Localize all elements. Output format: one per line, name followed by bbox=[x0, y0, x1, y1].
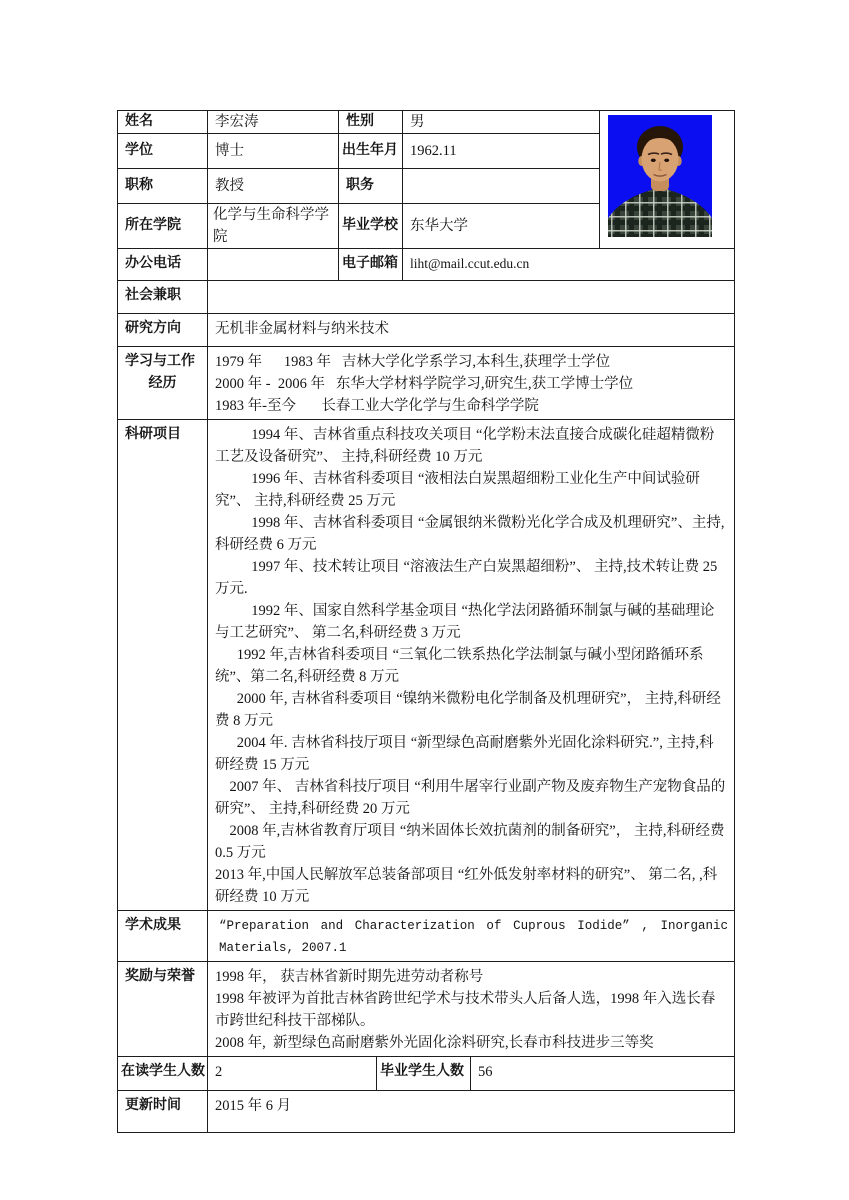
name-value: 李宏涛 bbox=[208, 111, 339, 134]
grad-school-value: 东华大学 bbox=[403, 204, 600, 249]
experience-label bbox=[118, 347, 208, 420]
research-direction-label: 研究方向 bbox=[118, 314, 208, 347]
photo-cell bbox=[600, 111, 735, 249]
research-direction-value: 无机非金属材料与纳米技术 bbox=[208, 314, 735, 347]
experience-value bbox=[208, 347, 735, 420]
row-research-direction bbox=[118, 314, 735, 347]
experience-label-line1: 学习与工作 bbox=[125, 354, 195, 369]
current-students-value: 2 bbox=[208, 1057, 377, 1091]
birth-label: 出生年月 bbox=[339, 134, 403, 169]
current-students-label: 在读学生人数 bbox=[118, 1057, 208, 1091]
award-line: 2008 年, 新型绿色高耐磨紫外光固化涂料研究,长春市科技进步三等奖 bbox=[215, 1035, 654, 1051]
row-students bbox=[118, 1057, 735, 1091]
project-item: 1996 年、吉林省科委项目 “液相法白炭黑超细粉工业化生产中间试验研究”、 主持,科研经费 25 万元 bbox=[215, 471, 700, 509]
college-label: 所在学院 bbox=[118, 204, 208, 249]
grad-school-label: 毕业学校 bbox=[339, 204, 403, 249]
project-item: 1998 年、吉林省科委项目 “金属银纳米微粉光化学合成及机理研究”、主持,科研经费 6 万元 bbox=[215, 515, 725, 553]
project-item: 2000 年, 吉林省科委项目 “镍纳米微粉电化学制备及机理研究”， 主持,科研经费 8 万元 bbox=[215, 691, 721, 729]
row-awards bbox=[118, 962, 735, 1057]
title-label: 职称 bbox=[118, 169, 208, 204]
birth-value: 1962.11 bbox=[403, 134, 600, 169]
experience-line: 2000 年 - 2006 年 东华大学材料学院学习,研究生,获工学博士学位 bbox=[215, 376, 634, 392]
award-line: 1998 年， 获吉林省新时期先进劳动者称号 bbox=[215, 969, 484, 985]
profile-photo bbox=[608, 115, 712, 237]
gender-value: 男 bbox=[403, 111, 600, 134]
social-label: 社会兼职 bbox=[118, 281, 208, 314]
project-item: 1994 年、吉林省重点科技攻关项目 “化学粉末法直接合成碳化硅超精微粉工艺及设备研究”、 主持,科研经费 10 万元 bbox=[215, 427, 715, 465]
email-value: liht@mail.ccut.edu.cn bbox=[403, 249, 735, 281]
experience-line: 1983 年-至今 长春工业大学化学与生命科学学院 bbox=[215, 398, 539, 414]
row-social bbox=[118, 281, 735, 314]
row-update-time bbox=[118, 1091, 735, 1133]
achievements-value: “Preparation and Characterization of Cuprous Iodide” , Inorganic Materials, 2007.1 bbox=[208, 911, 735, 962]
row-name bbox=[118, 111, 735, 134]
awards-value bbox=[208, 962, 735, 1057]
graduated-students-value: 56 bbox=[471, 1057, 735, 1091]
office-phone-value bbox=[208, 249, 339, 281]
row-projects bbox=[118, 420, 735, 911]
projects-label: 科研项目 bbox=[118, 420, 208, 911]
project-item: 1992 年,吉林省科委项目 “三氧化二铁系热化学法制氯与碱小型闭路循环系统”、第二名,科研经费 8 万元 bbox=[215, 647, 704, 685]
project-item: 2007 年、 吉林省科技厅项目 “利用牛屠宰行业副产物及废弃物生产宠物食品的研究”、 主持,科研经费 20 万元 bbox=[215, 779, 726, 817]
graduated-students-label: 毕业学生人数 bbox=[377, 1057, 471, 1091]
degree-label: 学位 bbox=[118, 134, 208, 169]
row-experience bbox=[118, 347, 735, 420]
email-label: 电子邮箱 bbox=[339, 249, 403, 281]
duty-value bbox=[403, 169, 600, 204]
update-time-value: 2015 年 6 月 bbox=[208, 1091, 735, 1133]
duty-label: 职务 bbox=[339, 169, 403, 204]
experience-label-line2: 经历 bbox=[148, 376, 177, 391]
achievements-label: 学术成果 bbox=[118, 911, 208, 962]
update-time-label: 更新时间 bbox=[118, 1091, 208, 1133]
awards-label: 奖励与荣誉 bbox=[118, 962, 208, 1057]
social-value bbox=[208, 281, 735, 314]
project-item: 2004 年. 吉林省科技厅项目 “新型绿色高耐磨紫外光固化涂料研究.”, 主持,科研经费 15 万元 bbox=[215, 735, 714, 773]
faculty-profile-table bbox=[117, 110, 735, 1133]
gender-label: 性别 bbox=[339, 111, 403, 134]
office-phone-label: 办公电话 bbox=[118, 249, 208, 281]
degree-value: 博士 bbox=[208, 134, 339, 169]
row-achievements bbox=[118, 911, 735, 962]
name-label: 姓名 bbox=[118, 111, 208, 134]
project-item: 2013 年,中国人民解放军总装备部项目 “红外低发射率材料的研究”、 第二名, ,科研经费 10 万元 bbox=[215, 867, 718, 905]
title-value: 教授 bbox=[208, 169, 339, 204]
projects-value bbox=[208, 420, 735, 911]
project-item: 1997 年、技术转让项目 “溶液法生产白炭黑超细粉”、 主持,技术转让费 25 万元. bbox=[215, 559, 718, 597]
project-item: 2008 年,吉林省教育厅项目 “纳米固体长效抗菌剂的制备研究”， 主持,科研经费 0.5 万元 bbox=[215, 823, 725, 861]
award-line: 1998 年被评为首批吉林省跨世纪学术与技术带头人后备人选，1998 年入选长春市跨世纪科技干部梯队。 bbox=[215, 991, 716, 1029]
project-item: 1992 年、国家自然科学基金项目 “热化学法闭路循环制氯与碱的基础理论与工艺研究”、 第二名,科研经费 3 万元 bbox=[215, 603, 715, 641]
row-contact bbox=[118, 249, 735, 281]
college-value: 化学与生命科学学院 bbox=[208, 204, 339, 249]
experience-line: 1979 年 1983 年 吉林大学化学系学习,本科生,获理学士学位 bbox=[215, 354, 611, 370]
